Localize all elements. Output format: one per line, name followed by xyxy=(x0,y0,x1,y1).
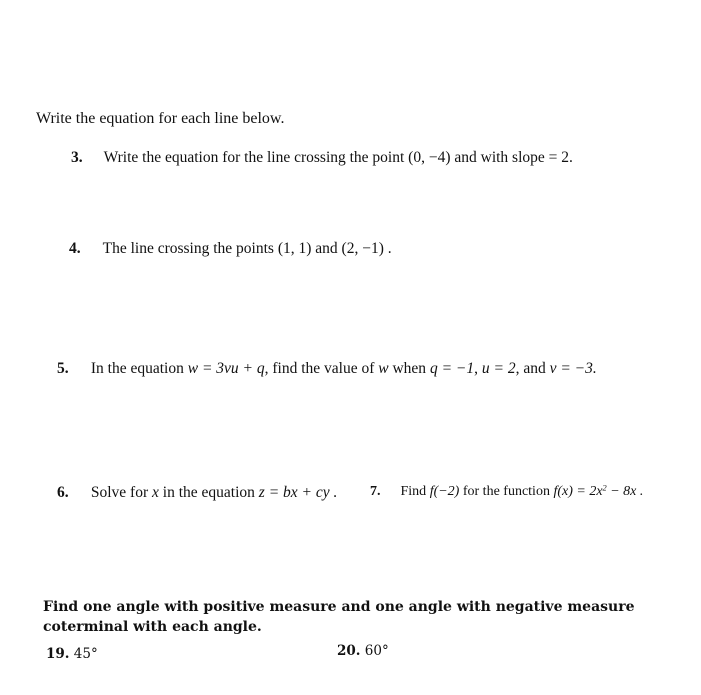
problem-4 xyxy=(69,240,392,258)
problem-text: In the equation xyxy=(90,360,184,377)
angle-value: 45° xyxy=(73,646,98,662)
and-text: and xyxy=(315,240,338,257)
condition-v: v = −3. xyxy=(549,360,597,377)
point-2: (2, −1) . xyxy=(341,240,392,257)
problem-5 xyxy=(57,360,597,378)
point-1: (1, 1) xyxy=(277,240,312,257)
problem-number: 5. xyxy=(57,360,69,377)
problem-text: Write the equation for the line crossing the point xyxy=(103,149,405,166)
problem-number: 19. xyxy=(46,646,70,662)
problem-text: Solve for xyxy=(90,484,149,501)
problem-7 xyxy=(370,484,643,500)
variable: w xyxy=(378,360,389,377)
problem-text-3: when xyxy=(392,360,427,377)
function-definition xyxy=(553,484,643,499)
angle-problem-20 xyxy=(337,643,389,659)
condition-u: u = 2 xyxy=(481,360,516,377)
function-lhs: f(x) = 2x xyxy=(553,484,603,499)
problem-3 xyxy=(71,149,573,167)
section1-instruction: Write the equation for each line below. xyxy=(36,110,285,127)
point: (0, −4) xyxy=(408,149,451,166)
angle-value: 60° xyxy=(364,643,389,659)
problem-text: The line crossing the points xyxy=(102,240,274,257)
function-rhs: − 8x . xyxy=(606,484,644,499)
equation: z = bx + cy . xyxy=(258,484,338,501)
angle-problem-19 xyxy=(46,646,98,662)
slope: = 2. xyxy=(548,149,573,166)
problem-text-2: , find the value of xyxy=(264,360,375,377)
problem-text-2: and with slope xyxy=(454,149,545,166)
problem-number: 20. xyxy=(337,643,361,659)
problem-text-2: in the equation xyxy=(162,484,255,501)
separator: , xyxy=(474,360,478,377)
equation: w = 3vu + q xyxy=(187,360,265,377)
separator: , and xyxy=(515,360,546,377)
problem-number: 3. xyxy=(71,149,83,166)
problem-number: 7. xyxy=(370,484,381,499)
function-call: f(−2) xyxy=(429,484,460,499)
problem-number: 4. xyxy=(69,240,81,257)
problem-text: Find xyxy=(400,484,427,499)
variable: x xyxy=(152,484,159,501)
condition-q: q = −1 xyxy=(429,360,475,377)
problem-text-2: for the function xyxy=(462,484,550,499)
section2-instruction: Find one angle with positive measure and one angle with negative measure coterminal with each angle. xyxy=(43,599,635,635)
problem-6 xyxy=(57,484,337,502)
exponent: 2 xyxy=(602,483,607,493)
problem-number: 6. xyxy=(57,484,69,501)
